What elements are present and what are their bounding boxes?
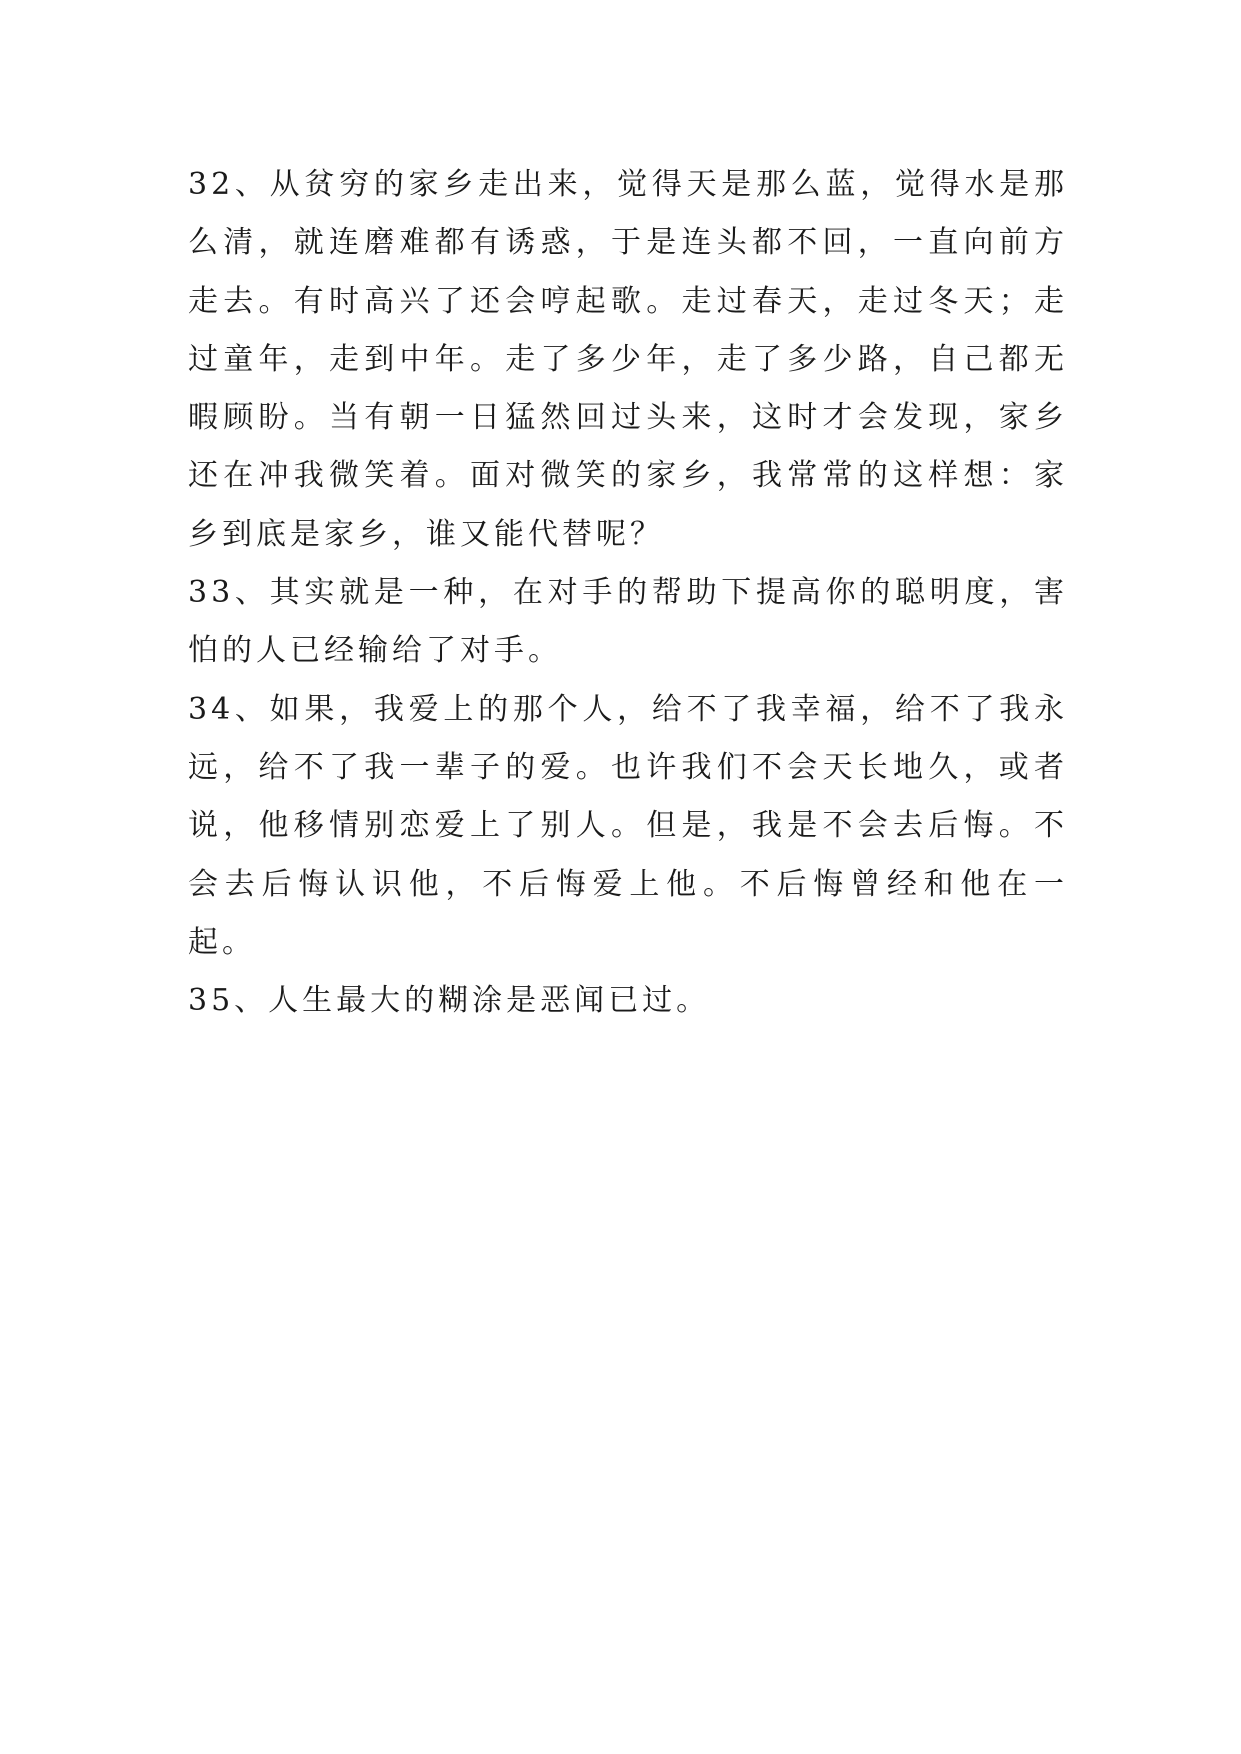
paragraph-34: 34、如果，我爱上的那个人，给不了我幸福，给不了我永远，给不了我一辈子的爱。也许我们不会天长地久，或者说，他移情别恋爱上了别人。但是，我是不会去后悔。不会去后悔认识他，不后悔爱上他。不后悔曾经和他在一起。 <box>188 691 1068 960</box>
paragraph-33: 33、其实就是一种，在对手的帮助下提高你的聪明度，害怕的人已经输给了对手。 <box>188 575 1068 669</box>
document-body <box>188 156 1068 1030</box>
paragraph-32: 32、从贫穷的家乡走出来，觉得天是那么蓝，觉得水是那么清，就连磨难都有诱惑，于是连头都不回，一直向前方走去。有时高兴了还会哼起歌。走过春天，走过冬天；走过童年，走到中年。走了多少年，走了多少路，自己都无暇顾盼。当有朝一日猛然回过头来，这时才会发现，家乡还在冲我微笑着。面对微笑的家乡，我常常的这样想：家乡到底是家乡，谁又能代替呢？ <box>188 167 1068 552</box>
paragraph-35: 35、人生最大的糊涂是恶闻已过。 <box>188 983 711 1019</box>
